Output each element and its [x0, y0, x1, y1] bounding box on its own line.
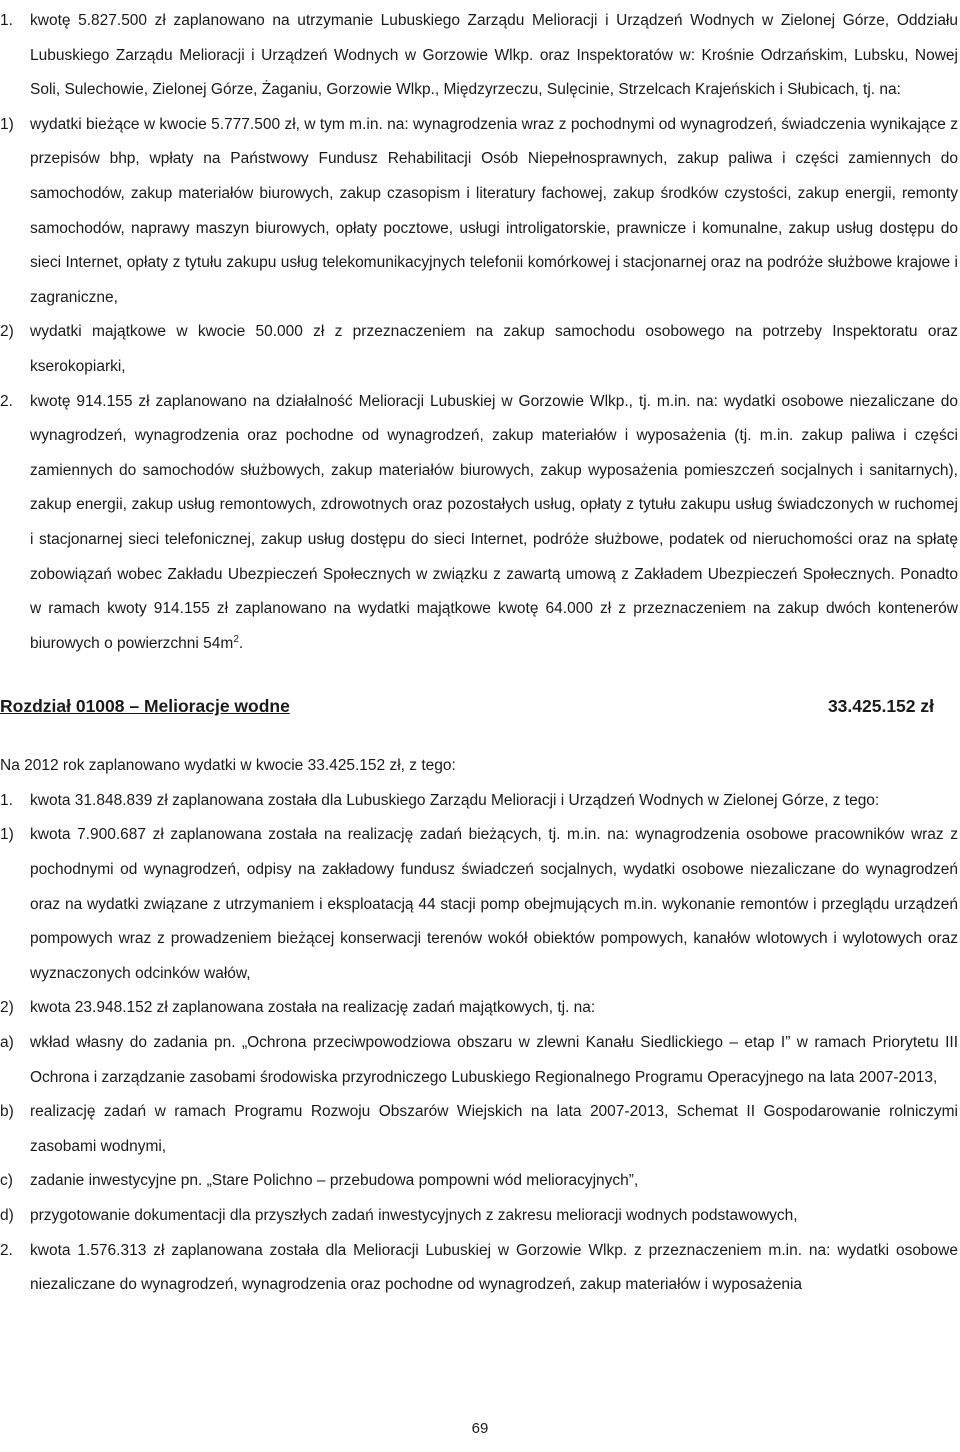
chapter-amount: 33.425.152 zł: [827, 696, 934, 717]
list-item-number: a): [0, 1034, 14, 1052]
list-item-number: 2): [0, 323, 14, 341]
list-item: [0, 4, 958, 108]
list-item-number: 1): [0, 826, 14, 844]
list-item-number: 2.: [0, 1241, 13, 1259]
list-item-text: kwota 7.900.687 zł zaplanowana została na realizację zadań bieżących, tj. m.in. na: wynagrodzenia osobowe pracowników wraz z pochodnymi od wynagrodzeń, odpisy na zakładowy fundusz świadczeń socjalnych, wydatki osobowe niezaliczane do wynagrodzeń oraz na wydatki związane z utrzymaniem i eksploatacją 44 stacji pomp obejmujących m.in. wykonanie remontów i przeglądu urządzeń pompowych wraz z prowadzeniem bieżącej konserwacji terenów wokół obiektów pompowych, kanałów wlotowych i wylotowych oraz wyznaczonych odcinków wałów,: [30, 826, 958, 982]
list-item-text: wkład własny do zadania pn. „Ochrona przeciwpowodziowa obszaru w zlewni Kanału Siedlickiego – etap I” w ramach Priorytetu III Ochrona i zarządzanie zasobami środowiska przyrodniczego Lubuskiego Regionalnego Programu Operacyjnego na lata 2007-2013,: [30, 1034, 958, 1086]
chapter-heading: [0, 689, 958, 723]
list-item-text: realizację zadań w ramach Programu Rozwoju Obszarów Wiejskich na lata 2007-2013, Schemat II Gospodarowanie rolniczymi zasobami wodnymi,: [30, 1103, 958, 1155]
list-item-number: 1.: [0, 791, 13, 809]
list-item-text-wrapper: [30, 385, 958, 662]
list-item-number: 2.: [0, 392, 13, 410]
list-item: [0, 1164, 958, 1199]
list-item-text: przygotowanie dokumentacji dla przyszłych zadań inwestycyjnych z zakresu melioracji wodnych podstawowych,: [30, 1207, 798, 1224]
list-item-text: kwota 23.948.152 zł zaplanowana została na realizację zadań majątkowych, tj. na:: [30, 999, 596, 1017]
list-item: [0, 818, 958, 991]
list-item-text: kwota 31.848.839 zł zaplanowana została dla Lubuskiego Zarządu Melioracji i Urządzeń Wodnych w Zielonej Górze, z tego:: [30, 791, 880, 809]
list-item: [0, 1095, 958, 1164]
list-item-number: 1): [0, 115, 14, 133]
list-item-number: b): [0, 1103, 14, 1121]
list-item: [0, 315, 958, 384]
list-item: [0, 1199, 958, 1234]
list-item-text: wydatki majątkowe w kwocie 50.000 zł z przeznaczeniem na zakup samochodu osobowego na potrzeby Inspektoratu oraz kserokopiarki,: [30, 323, 958, 375]
list-item-text: kwota 1.576.313 zł zaplanowana została dla Melioracji Lubuskiej w Gorzowie Wlkp. z przeznaczeniem m.in. na: wydatki osobowe niezaliczane do wynagrodzeń, wynagrodzenia oraz pochodne od wynagrodzeń, zakup materiałów i wyposażenia: [30, 1241, 958, 1294]
list-item-number: d): [0, 1207, 14, 1224]
list-item-text: zadanie inwestycyjne pn. „Stare Polichno – przebudowa pompowni wód melioracyjnych”,: [30, 1172, 639, 1190]
list-item-number: c): [0, 1172, 13, 1190]
list-item: [0, 991, 958, 1026]
intro-paragraph: Na 2012 rok zaplanowano wydatki w kwocie 33.425.152 zł, z tego:: [0, 757, 456, 775]
list-item: [0, 385, 958, 662]
list-item-number: 1.: [0, 12, 13, 29]
page-number: 69: [471, 1420, 489, 1437]
list-item: [0, 1234, 958, 1303]
chapter-title: Rozdział 01008 – Melioracje wodne: [0, 696, 290, 717]
list-item: [0, 108, 958, 316]
list-item-text: kwotę 914.155 zł zaplanowano na działalność Melioracji Lubuskiej w Gorzowie Wlkp., tj. m.in. na: wydatki osobowe niezaliczane do wynagrodzeń, wynagrodzenia oraz pochodne od wynagrodzeń, zakup materiałów i wyposażenia (tj. m.in. zakup paliwa i części zamiennych do samochodów służbowych, zakup materiałów biurowych, zakup wyposażenia pomieszczeń socjalnych i sanitarnych), zakup energii, zakup usług remontowych, zdrowotnych oraz pozostałych usług, opłaty z tytułu zakupu usług świadczonych w ruchomej i stacjonarnej sieci telefonicznej, zakup usług dostępu do sieci Internet, podróże służbowe, podatek od nieruchomości oraz na spłatę zobowiązań wobec Zakładu Ubezpieczeń Społecznych w związku z zawartą umową z Zakładem Ubezpieczeń Społecznych. Ponadto w ramach kwoty 914.155 zł zaplanowano na wydatki majątkowe kwotę 64.000 zł z przeznaczeniem na zakup dwóch kontenerów biurowych o powierzchni 54m: [30, 392, 958, 652]
list-item: [0, 1026, 958, 1095]
list-item-text: wydatki bieżące w kwocie 5.777.500 zł, w tym m.in. na: wynagrodzenia wraz z pochodnymi od wynagrodzeń, świadczenia wynikające z przepisów bhp, wpłaty na Państwowy Fundusz Rehabilitacji Osób Niepełnosprawnych, zakup paliwa i części zamiennych do samochodów, zakup materiałów biurowych, zakup czasopism i literatury fachowej, zakup środków czystości, zakup energii, remonty samochodów, naprawy maszyn biurowych, opłaty pocztowe, usługi introligatorskie, prawnicze i komunalne, zakup usług dostępu do sieci Internet, opłaty z tytułu zakupu usług telekomunikacyjnych telefonii komórkowej i stacjonarnej oraz na podróże służbowe krajowe i zagraniczne,: [30, 115, 958, 306]
list-item: [0, 784, 958, 819]
list-item-number: 2): [0, 999, 14, 1017]
superscript: 2: [233, 633, 239, 645]
list-item-tail: .: [238, 634, 244, 652]
list-item-text: kwotę 5.827.500 zł zaplanowano na utrzymanie Lubuskiego Zarządu Melioracji i Urządzeń Wodnych w Zielonej Górze, Oddziału Lubuskiego Zarządu Melioracji i Urządzeń Wodnych w Gorzowie Wlkp. oraz Inspektoratów w: Krośnie Odrzańskim, Lubsku, Nowej Soli, Sulechowie, Zielonej Górze, Żaganiu, Gorzowie Wlkp., Międzyrzeczu, Sulęcinie, Strzelcach Krajeńskich i Słubicach, tj. na:: [30, 12, 958, 99]
